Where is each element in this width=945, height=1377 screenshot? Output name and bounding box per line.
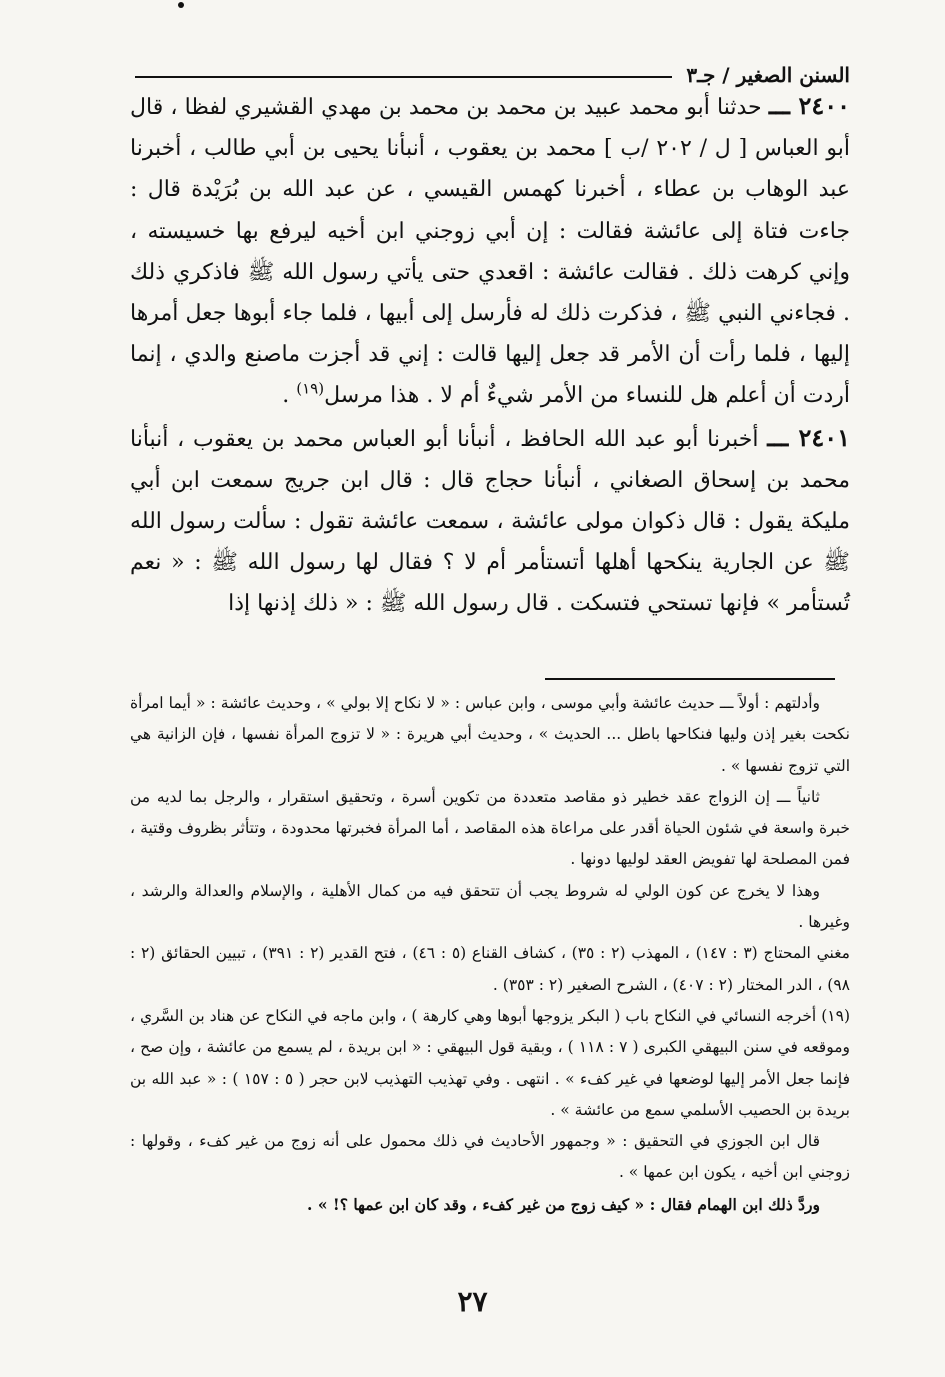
- footnote-ref: (١٩): [296, 380, 325, 399]
- hadith-end: .: [282, 383, 297, 409]
- hadith-body: أخبرنا أبو عبد الله الحافظ ، أنبأنا أبو العباس محمد بن يعقوب ، أنبأنا محمد بن إسحاق الصغاني ، أنبأنا حجاج قال : قال ابن جريج سمعت ابن أبي مليكة يقول : قال ذكوان مولى عائشة ، سمعت عائشة تقول : سألت رسول الله ﷺ عن الجارية ينكحها أهلها أتستأمر أم لا ؟ فقال لها رسول الله ﷺ : « نعم تُستأمر » فإنها تستحي فتسكت . قال رسول الله ﷺ : « ذلك إذنها إذا: [130, 426, 850, 617]
- page-number: ٢٧: [457, 1285, 488, 1318]
- book-title: السنن الصغير / جـ٣: [686, 63, 850, 87]
- print-dot: [178, 2, 184, 8]
- footnote-paragraph: (١٩) أخرجه النسائي في النكاح باب ( البكر يزوجها أبوها وهي كارهة ) ، وابن ماجه في النكاح عن هناد بن السَّري ، وموقعه في سنن البيهقي الكبرى ( ٧ : ١١٨ ) ، وبقية قول البيهقي : « ابن بريدة ، لم يسمع من عائشة ، وإن صح ، فإنما جعل الأمر إليها لوضعها في غير كفء » . انتهى . وفي تهذيب التهذيب لابن حجر ( ٥ : ١٥٧ ) : « عبد الله بن بريدة بن الحصيب الأسلمي سمع من عائشة » .: [130, 1006, 850, 1119]
- hadith-number: ٢٤٠٠ ـــ: [768, 91, 850, 120]
- footnote-paragraph: وردَّ ذلك ابن الهمام فقال : « كيف زوج من غير كفء ، وقد كان ابن عمها ؟! » .: [307, 1194, 820, 1214]
- hadith-body: حدثنا أبو محمد عبيد بن محمد بن محمد بن مهدي القشيري لفظا ، قال أبو العباس [ ل / ٢٠٢ /ب ] محمد بن يعقوب ، أنبأنا يحيى بن أبي طالب ، أخبرنا عبد الوهاب بن عطاء ، أخبرنا كهمس القيسي ، عن عبد الله بن بُرَيْدة قال : جاءت فتاة إلى عائشة فقالت : إن أبي زوجني ابن أخيه ليرفع بها خسيسته ، وإني كرهت ذلك . فقالت عائشة : اقعدي حتى يأتي رسول الله ﷺ فاذكري ذلك . فجاءني النبي ﷺ ، فذكرت ذلك له فأرسل إلى أبيها ، فلما جاء أبوها جعل أمرها إليها ، فلما رأت أن الأمر قد جعل إليها قالت : إني قد أجزت ماصنع والدي ، إنما أردت أن أعلم هل للنساء من الأمر شيءٌ أم لا . هذا مرسل: [130, 95, 850, 409]
- main-text: [130, 85, 850, 625]
- footnote-paragraph: ثانياً ـــ إن الزواج عقد خطير ذو مقاصد متعددة من تكوين أسرة ، وتحقيق استقرار ، والرجل بما لديه من خبرة واسعة في شئون الحياة أقدر على مراعاة هذه المقاصد ، أما المرأة فخبرتها محدودة ، وتتأثر بظروف وقتية ، فمن المصلحة لها تفويض العقد لوليها دونها .: [130, 787, 850, 869]
- footnote-rule: [545, 678, 835, 680]
- footnote-paragraph: قال ابن الجوزي في التحقيق : « وجمهور الأحاديث في ذلك محمول على أنه زوج من غير كفء ، وقولها : زوجني ابن أخيه ، يكون ابن عمها » .: [130, 1132, 850, 1182]
- hadith-number: ٢٤٠١ ـــ: [767, 422, 850, 452]
- hadith-2400: [130, 85, 850, 417]
- footnote-paragraph: وهذا لا يخرج عن كون الولي له شروط يجب أن تتحقق فيه من كمال الأهلية ، والإسلام والعدالة والرشد ، وغيرها .: [130, 881, 850, 932]
- footnotes: [130, 688, 850, 1220]
- footnote-paragraph: مغني المحتاج (٣ : ١٤٧) ، المهذب (٢ : ٣٥) ، كشاف القناع (٥ : ٤٦) ، فتح القدير (٢ : ٣٩١) ، تبيين الحقائق (٢ : ٩٨) ، الدر المختار (٢ : ٤٠٧) ، الشرح الصغير (٢ : ٣٥٣) .: [130, 944, 850, 994]
- footnote-paragraph: وأدلتهم : أولاً ـــ حديث عائشة وأبي موسى ، وابن عباس : « لا نكاح إلا بولي » ، وحديث عائشة : « أيما امرأة نكحت بغير إذن وليها فنكاحها باطل ... الحديث » ، وحديث أبي هريرة : « لا تزوج المرأة نفسها ، فإن الزانية هي التي تزوج نفسها » .: [130, 694, 850, 775]
- hadith-2401: [130, 417, 850, 625]
- header-rule: [135, 76, 672, 78]
